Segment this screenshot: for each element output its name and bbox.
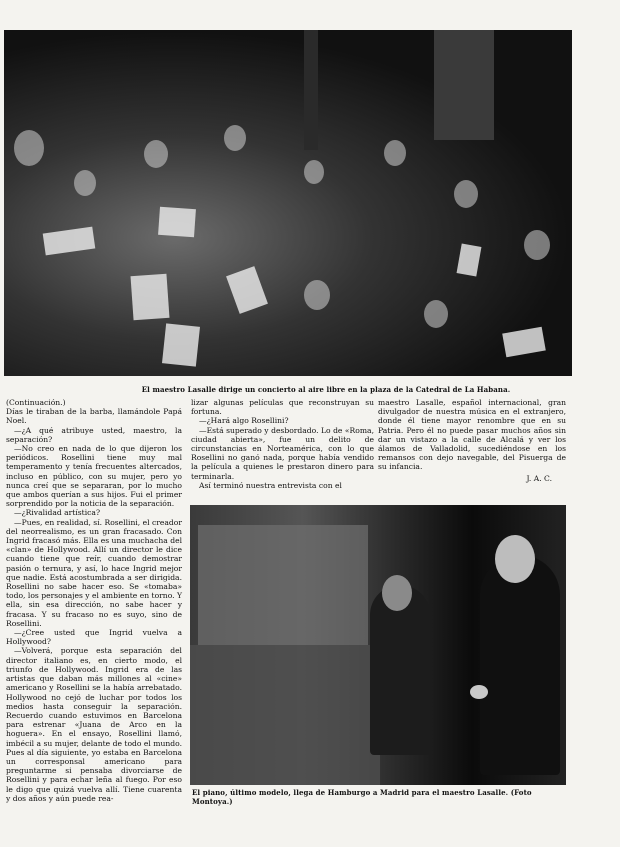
piano-photo-caption: El piano, último modelo, llega de Hamburgo a Madrid para el maestro Lasalle. (Foto Montoya.): [192, 788, 532, 806]
orchestra-photo-caption: El maestro Lasalle dirige un concierto al aire libre en la plaza de la Catedral de La Habana.: [141, 385, 511, 394]
article-paragraph: —Volverá, porque esta separación del director italiano es, en cierto modo, el triunfo de Hollywood. Ingrid era de las artistas que daban más millones al «cine» americano y Rosellini se la había arrebatado. Hollywood no cejó de luchar por todos los medios hasta conseguir la separación. Recuerdo cuando estuvimos en Barcelona para estrenar «Juana de Arco en la hoguera». En el ensayo, Rosellini llamó, imbécil a su mujer, delante de todo el mundo. Pues al día siguiente, yo estaba en Barcelona un corresponsal americano para preguntarme si pensaba divorciarse de Rosellini y para echar leña al fuego. Por eso le digo que quizá vuelva allí. Tiene cuarenta y dos años y aún puede rea-: [6, 646, 182, 803]
author-signature: J. A. C.: [526, 473, 552, 483]
article-paragraph: —¿Rivalidad artística?: [14, 508, 101, 518]
article-paragraph: —Está superado y desbordado. Lo de «Roma, ciudad abierta», fue un delito de circunstancias en Norteamérica, con lo que Rosellini no ganó nada, porque había vendido la película a quienes le prestaron dinero para terminarla.: [191, 425, 374, 481]
article-column-1: [6, 398, 182, 803]
article-paragraph: lizar algunas películas que reconstruyan su fortuna.: [191, 398, 374, 417]
article-paragraph: —¿Hará algo Rosellini?: [199, 416, 289, 426]
article-column-3: [378, 398, 566, 483]
article-paragraph: maestro Lasalle, español internacional, gran divulgador de nuestra música en el extranjero, donde él tiene mayor renombre que en su Patria. Pero él no puede pasar muchos años sin dar un vistazo a la calle de Alcalá y ver los álamos de Valladolid, sucediéndose en los remansos con dejo navegable, del Pisuerga de su infancia.: [378, 398, 566, 472]
article-paragraph: —No creo en nada de lo que dijeron los periódicos. Rosellini tiene muy mal temperamento y tenía frecuentes altercados, incluso en público, con su mujer, pero yo nunca creí que se separaran, por lo mucho que ambos querían a sus hijos. Fui el primer sorprendido por la noticia de la separación.: [6, 444, 182, 509]
article-paragraph: (Continuación.): [6, 398, 66, 407]
orchestra-photo: [4, 30, 572, 376]
article-paragraph: Así terminó nuestra entrevista con el: [199, 480, 342, 490]
article-paragraph: Días le tiraban de la barba, llamándole Papá Noel.: [6, 407, 182, 426]
article-column-2: [191, 398, 374, 490]
article-paragraph: —Pues, en realidad, sí. Rosellini, el creador del neorrealismo, es un gran fracasado. Con Ingrid fracasó más. Ella es una muchacha del «clan» de Hollywood. Allí un director le dice cuando tiene que reír, cuando demostrar pasión o ternura, y así, lo hace Ingrid mejor que nadie. Está acostumbrada a ser dirigida. Rosellini no sabe hacer eso. Se «tomaba» todo, los personajes y el ambiente en torno. Y ella, sin esa dirección, no sabe hacer y fracasa. Y su fracaso no es suyo, sino de Rosellini.: [6, 517, 182, 628]
article-paragraph: —¿A qué atribuye usted, maestro, la separación?: [6, 425, 182, 444]
piano-photo: [190, 505, 566, 785]
article-paragraph: —¿Cree usted que Ingrid vuelva a Hollywood?: [6, 628, 182, 647]
